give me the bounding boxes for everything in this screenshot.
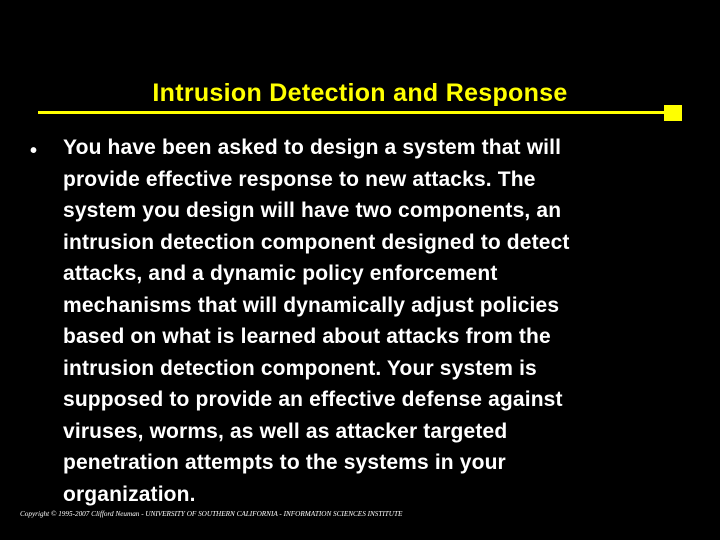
bullet-marker: •: [30, 140, 38, 162]
title-rule-end-square: [664, 105, 682, 121]
copyright-footer: Copyright © 1995-2007 Clifford Neuman - UNIVERSITY OF SOUTHERN CALIFORNIA - INFORMATION SCIENCES INSTITUTE: [20, 510, 403, 518]
title-underline-rule: [38, 111, 668, 114]
bullet-text: You have been asked to design a system that will provide effective response to new attacks. The system you design will have two components, an intrusion detection component designed to detect attacks, and a dynamic policy enforcement mechanisms that will dynamically adjust policies based on what is learned about attacks from the intrusion detection component. Your system is supposed to provide an effective defense against viruses, worms, as well as attacker targeted penetration attempts to the systems in your organization.: [63, 136, 570, 506]
slide-title: Intrusion Detection and Response: [152, 79, 568, 107]
